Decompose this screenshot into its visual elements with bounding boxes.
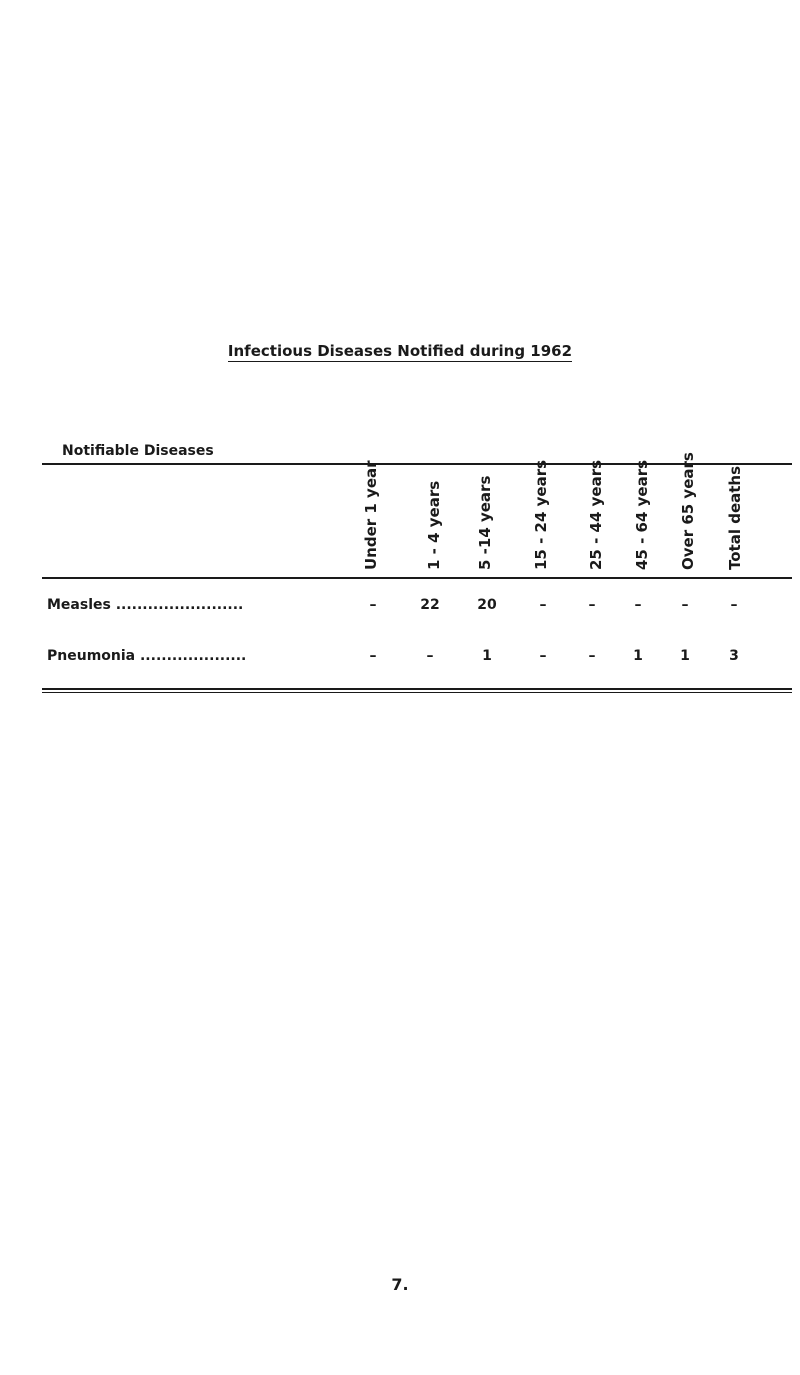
table-cell: – (426, 648, 434, 664)
table-cell: 22 (420, 597, 440, 613)
table-bottom-rule-secondary (42, 692, 792, 693)
table-cell: – (681, 597, 689, 613)
table-cell: – (369, 648, 377, 664)
table-header-rule (42, 577, 792, 579)
column-header-45-64: 45 - 64 years (633, 459, 651, 570)
column-header-1-4: 1 - 4 years (425, 480, 443, 570)
table-cell: – (369, 597, 377, 613)
table-cell: – (539, 597, 547, 613)
column-header-under-1: Under 1 year (362, 460, 380, 570)
table-cell: – (730, 597, 738, 613)
table-cell: 1 (482, 648, 492, 664)
table-cell: – (588, 597, 596, 613)
table-cell: 3 (729, 648, 739, 664)
column-header-total-deaths: Total deaths (726, 465, 744, 570)
column-header-over-65: Over 65 years (679, 452, 697, 570)
row-label-measles: Measles ........................ (47, 597, 244, 613)
column-header-5-14: 5 -14 years (476, 475, 494, 570)
table-cell: 1 (633, 648, 643, 664)
column-header-15-24: 15 - 24 years (532, 459, 550, 570)
table-cell: 1 (680, 648, 690, 664)
table-cell: 20 (477, 597, 497, 613)
row-label-pneumonia: Pneumonia .................... (47, 648, 247, 664)
table-cell: – (588, 648, 596, 664)
row-header: Notifiable Diseases (62, 443, 214, 459)
page-title: Infectious Diseases Notified during 1962 (227, 342, 573, 360)
table-cell: – (634, 597, 642, 613)
table-bottom-rule (42, 688, 792, 690)
page-number: 7. (391, 1275, 409, 1294)
column-header-25-44: 25 - 44 years (587, 459, 605, 570)
table-cell: – (539, 648, 547, 664)
